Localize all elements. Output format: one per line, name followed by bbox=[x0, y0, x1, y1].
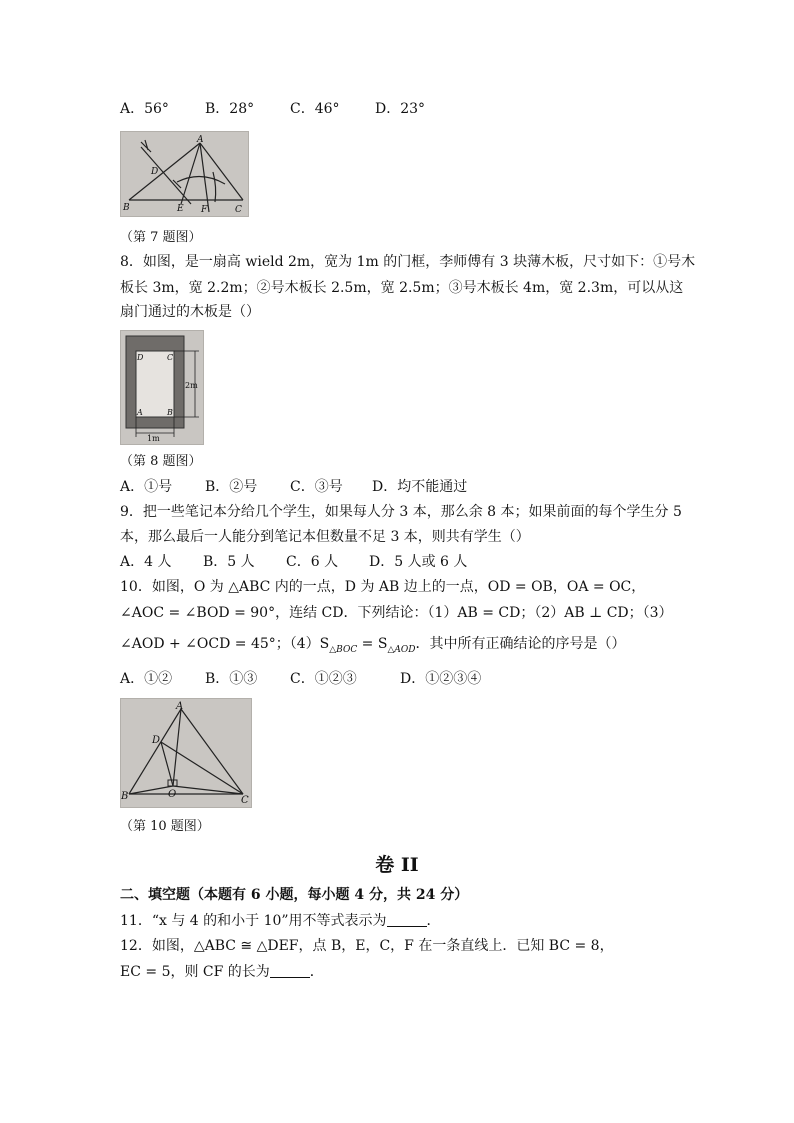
q9-option-b: B．5 人 bbox=[203, 554, 255, 570]
q8-line-1: 8．如图，是一扇高 wield 2m，宽为 1m 的门框，李师傅有 3 块薄木板，尺寸如下：①号木 bbox=[120, 254, 696, 270]
q10-line-2: ∠AOC = ∠BOD = 90°，连结 CD．下列结论：（1）AB = CD；（2）AB ⊥ CD；（3） bbox=[120, 605, 673, 621]
q10-line-3b: = S bbox=[357, 636, 388, 652]
q10-label-o: O bbox=[168, 789, 177, 800]
q11-text: 11．“x 与 4 的和小于 10”用不等式表示为 bbox=[120, 913, 387, 929]
q11-line bbox=[120, 911, 441, 931]
q8-label-d: D bbox=[137, 353, 144, 362]
q7-label-b: B bbox=[123, 203, 130, 213]
q8-label-a: A bbox=[137, 408, 143, 417]
q8-option-a: A．①号 bbox=[120, 479, 173, 495]
q10-option-d: D．①②③④ bbox=[400, 671, 482, 687]
q10-sub-aod: △AOD bbox=[387, 645, 416, 655]
q10-caption: （第 10 题图） bbox=[120, 819, 210, 834]
q8-option-b: B．②号 bbox=[205, 479, 258, 495]
q9-line-1: 9．把一些笔记本分给几个学生，如果每人分 3 本，那么余 8 本；如果前面的每个学生分 5 bbox=[120, 504, 682, 520]
q7-label-c: C bbox=[235, 205, 242, 215]
q8-label-2m: 2m bbox=[185, 381, 198, 390]
q7-option-a: A．56° bbox=[120, 101, 169, 117]
q12-line-2 bbox=[120, 962, 324, 982]
q12-end: ． bbox=[309, 964, 324, 980]
q9-option-c: C．6 人 bbox=[286, 554, 339, 570]
q10-line-1: 10．如图，O 为 △ABC 内的一点，D 为 AB 边上的一点，OD = OB，OA = OC， bbox=[120, 579, 646, 595]
q8-line-3: 扇门通过的木板是（） bbox=[120, 304, 260, 320]
q12-text: EC = 5，则 CF 的长为 bbox=[120, 964, 270, 980]
q10-label-a: A bbox=[176, 701, 184, 712]
q7-label-a: A bbox=[197, 135, 204, 145]
q12-line-1: 12．如图，△ABC ≅ △DEF，点 B，E，C，F 在一条直线上．已知 BC = 8， bbox=[120, 938, 614, 954]
q7-option-c: C．46° bbox=[290, 101, 340, 117]
q9-option-a: A．4 人 bbox=[120, 554, 172, 570]
q8-line-2: 板长 3m，宽 2.2m；②号木板长 2.5m，宽 2.5m；③号木板长 4m，宽 2.3m，可以从这 bbox=[120, 280, 684, 296]
q9-option-d: D．5 人或 6 人 bbox=[369, 554, 468, 570]
q10-option-b: B．①③ bbox=[205, 671, 258, 687]
q10-label-c: C bbox=[241, 795, 249, 806]
q10-sub-boc: △BOC bbox=[329, 645, 358, 655]
q9-line-2: 本，那么最后一人能分到笔记本但数量不足 3 本，则共有学生（） bbox=[120, 529, 530, 545]
q12-answer-blank[interactable] bbox=[270, 963, 310, 978]
q10-line-3a: ∠AOD + ∠OCD = 45°；（4）S bbox=[120, 636, 330, 652]
q8-options bbox=[120, 477, 467, 497]
q10-line-3c: ．其中所有正确结论的序号是（） bbox=[415, 636, 626, 652]
q7-option-b: B．28° bbox=[205, 101, 255, 117]
q8-label-1m: 1m bbox=[147, 434, 160, 443]
q7-label-f: F bbox=[201, 205, 208, 215]
q10-line-3 bbox=[120, 634, 625, 660]
q11-end: ． bbox=[426, 913, 441, 929]
q7-option-d: D．23° bbox=[375, 101, 426, 117]
q10-option-a: A．①② bbox=[120, 671, 173, 687]
q8-option-d: D．均不能通过 bbox=[372, 479, 468, 495]
q8-option-c: C．③号 bbox=[290, 479, 343, 495]
figure-q10 bbox=[120, 698, 252, 808]
q9-options bbox=[120, 552, 467, 572]
q7-label-d: D bbox=[151, 167, 159, 177]
q10-options bbox=[120, 669, 481, 689]
q10-label-d: D bbox=[152, 735, 161, 746]
q7-caption: （第 7 题图） bbox=[120, 230, 202, 245]
section-heading: 二、填空题（本题有 6 小题，每小题 4 分，共 24 分） bbox=[120, 887, 469, 903]
figure-q8 bbox=[120, 330, 204, 445]
q8-label-b: B bbox=[167, 408, 173, 417]
q11-answer-blank[interactable] bbox=[387, 912, 427, 927]
q7-label-e: E bbox=[177, 204, 184, 214]
section-title: 卷 II bbox=[375, 854, 419, 876]
figure-q7 bbox=[120, 131, 249, 217]
q7-options bbox=[120, 99, 425, 119]
q10-label-b: B bbox=[121, 791, 129, 802]
q8-caption: （第 8 题图） bbox=[120, 454, 202, 469]
q10-option-c: C．①②③ bbox=[290, 671, 357, 687]
q8-label-c: C bbox=[167, 353, 174, 362]
